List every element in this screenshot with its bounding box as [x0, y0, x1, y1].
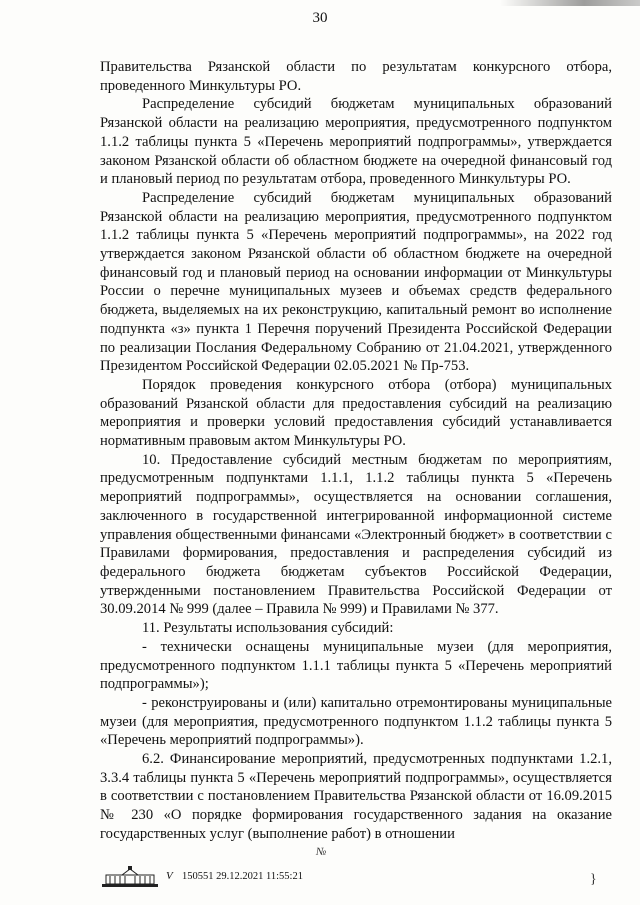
- paragraph: 11. Результаты использования субсидий:: [142, 620, 394, 637]
- scan-edge-artifact: [500, 0, 640, 6]
- handwritten-mark: №: [316, 846, 327, 858]
- document-footer: [100, 866, 560, 888]
- page-number: 30: [312, 10, 328, 26]
- paragraph: - технически оснащены муниципальные музеи (для мероприятия, предусмотренного подпунктом 1.1.1 таблицы пункта 5 «Перечень мероприятий подпрограммы»);: [100, 638, 612, 693]
- paragraph: Правительства Рязанской области по результатам конкурсного отбора, проведенного Минкультуры РО.: [100, 59, 612, 94]
- paragraph: Распределение субсидий бюджетам муниципальных образований Рязанской области на реализацию мероприятия, предусмотренного подпунктом 1.1.2 таблицы пункта 5 «Перечень мероприятий подпрограммы», на 2022 год утверждается законом Рязанской области об областном бюджете на очередной финансовый год и плановый период на основании информации от Минкультуры России о перечне муниципальных музеев и объемах средств федерального бюджета, выделяемых на их реконструкцию, капитальный ремонт во исполнение подпункта «з» пункта 1 Перечня поручений Президента Российской Федерации по реализации Послания Федеральному Собранию от 21.04.2021, утвержденного Президентом Российской Федерации 02.05.2021 № Пр-753.: [100, 189, 612, 375]
- paragraph: 10. Предоставление субсидий местным бюджетам по мероприятиям, предусмотренным подпунктами 1.1.1, 1.1.2 таблицы пункта 5 «Перечень мероприятий подпрограммы», осуществляется на основании соглашения, заключенного в государственной интегрированной информационной системе управления общественными финансами «Электронный бюджет» в соответствии с Правилами формирования, предоставления и распределения субсидий из федерального бюджета бюджетам субъектов Российской Федерации, утвержденными постановлением Правительства Российской Федерации от 30.09.2014 № 999 (далее – Правила № 999) и Правилами № 377.: [100, 451, 612, 618]
- paragraph: Распределение субсидий бюджетам муниципальных образований Рязанской области на реализацию мероприятия, предусмотренного подпунктом 1.1.2 таблицы пункта 5 «Перечень мероприятий подпрограммы», утверждается законом Рязанской области об областном бюджете на очередной финансовый год и плановый период по результатам отбора, проведенного Минкультуры РО.: [100, 96, 612, 188]
- registration-stamp: 150551 29.12.2021 11:55:21: [182, 871, 303, 882]
- paragraph: Порядок проведения конкурсного отбора (отбора) муниципальных образований Рязанской области для предоставления субсидий на реализацию мероприятия и проверки условий предоставления субсидий устанавливается нормативным правовым актом Минкультуры РО.: [100, 376, 612, 450]
- paragraph: 6.2. Финансирование мероприятий, предусмотренных подпунктами 1.2.1, 3.3.4 таблицы пункта 5 «Перечень мероприятий подпрограммы», осуществляется в соответствии с постановлением Правительства Рязанской области от 16.09.2015 № 230 «О порядке формирования государственного задания на оказание государственных услуг (выполнение работ) в отношении: [100, 751, 612, 842]
- paragraph: - реконструированы и (или) капитально отремонтированы муниципальные музеи (для мероприятия, предусмотренного подпунктом 1.1.2 таблицы пункта 5 «Перечень мероприятий подпрограммы»).: [100, 694, 612, 749]
- government-building-icon: [100, 866, 160, 888]
- document-body: [100, 58, 612, 844]
- margin-mark: }: [590, 872, 597, 887]
- registration-mark: V: [166, 870, 173, 882]
